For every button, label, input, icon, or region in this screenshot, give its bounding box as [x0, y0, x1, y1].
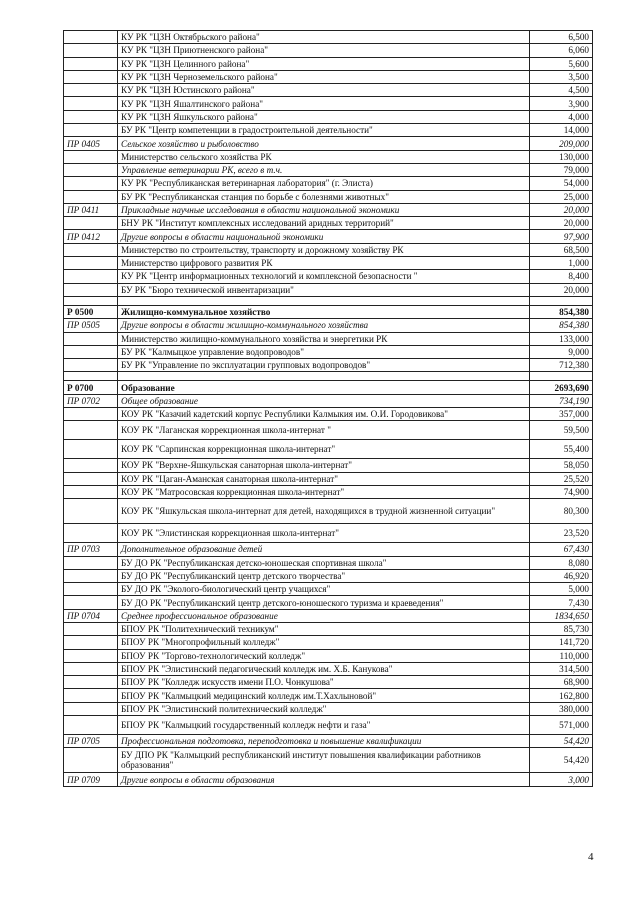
subsection-row: [64, 319, 593, 332]
value-cell: 67,430: [530, 543, 593, 556]
value-cell: 68,900: [530, 676, 593, 689]
value-cell: 1834,650: [530, 609, 593, 622]
value-cell: 8,400: [530, 270, 593, 283]
value-cell: 4,500: [530, 84, 593, 97]
table-row: [64, 243, 593, 256]
code-cell: [64, 150, 118, 163]
value-cell: 854,380: [530, 319, 593, 332]
name-cell: БНУ РК "Институт комплексных исследований аридных территорий": [118, 217, 530, 230]
value-cell: 54,000: [530, 177, 593, 190]
name-cell: КУ РК "ЦЗН Приютненского района": [118, 44, 530, 57]
table-row: [64, 150, 593, 163]
table-row: [64, 44, 593, 57]
subsection-row: [64, 609, 593, 622]
name-cell: КУ РК "ЦЗН Юстинского района": [118, 84, 530, 97]
table-row: [64, 636, 593, 649]
spacer-row: [64, 372, 593, 381]
table-row: [64, 716, 593, 735]
name-cell: Другие вопросы в области жилищно-коммунального хозяйства: [118, 319, 530, 332]
code-cell: [64, 569, 118, 582]
value-cell: 380,000: [530, 702, 593, 715]
value-cell: 5,000: [530, 583, 593, 596]
value-cell: 357,000: [530, 408, 593, 421]
table-row: [64, 662, 593, 675]
table-row: [64, 676, 593, 689]
name-cell: КУ РК "ЦЗН Октябрьского района": [118, 31, 530, 44]
table-row: [64, 57, 593, 70]
value-cell: 734,190: [530, 394, 593, 407]
name-cell: КОУ РК "Сарпинская коррекционная школа-интернат": [118, 440, 530, 459]
value-cell: 7,430: [530, 596, 593, 609]
value-cell: 133,000: [530, 332, 593, 345]
name-cell: БУ ДО РК "Республиканская детско-юношеская спортивная школа": [118, 556, 530, 569]
code-cell: [64, 270, 118, 283]
name-cell: КУ РК "Республиканская ветеринарная лаборатория" (г. Элиста): [118, 177, 530, 190]
section-row: [64, 381, 593, 394]
value-cell: 20,000: [530, 283, 593, 296]
budget-table-body: [64, 31, 593, 787]
code-cell: [64, 124, 118, 137]
code-cell: [64, 702, 118, 715]
code-cell: ПР 0703: [64, 543, 118, 556]
code-cell: [64, 163, 118, 176]
value-cell: 85,730: [530, 622, 593, 635]
value-cell: 571,000: [530, 716, 593, 735]
code-cell: [64, 84, 118, 97]
value-cell: 80,300: [530, 499, 593, 524]
name-cell: БУ ДО РК "Республиканский центр детского творчества": [118, 569, 530, 582]
name-cell: Министерство по строительству, транспорту и дорожному хозяйству РК: [118, 243, 530, 256]
code-cell: [64, 296, 118, 305]
name-cell: Образование: [118, 381, 530, 394]
value-cell: 97,900: [530, 230, 593, 243]
code-cell: [64, 190, 118, 203]
value-cell: 25,520: [530, 472, 593, 485]
table-row: [64, 583, 593, 596]
value-cell: 54,420: [530, 748, 593, 773]
code-cell: [64, 556, 118, 569]
name-cell: Министерство цифрового развития РК: [118, 257, 530, 270]
value-cell: 74,900: [530, 485, 593, 498]
code-cell: [64, 110, 118, 123]
table-row: [64, 257, 593, 270]
name-cell: КОУ РК "Яшкульская школа-интернат для детей, находящихся в трудной жизненной ситуации": [118, 499, 530, 524]
name-cell: БУ РК "Бюро технической инвентаризации": [118, 283, 530, 296]
value-cell: 54,420: [530, 735, 593, 748]
code-cell: ПР 0705: [64, 735, 118, 748]
code-cell: [64, 177, 118, 190]
table-row: [64, 124, 593, 137]
name-cell: Министерство жилищно-коммунального хозяйства и энергетики РК: [118, 332, 530, 345]
table-row: [64, 485, 593, 498]
table-row: [64, 499, 593, 524]
table-row: [64, 110, 593, 123]
code-cell: [64, 31, 118, 44]
code-cell: [64, 283, 118, 296]
name-cell: Другие вопросы в области национальной экономики: [118, 230, 530, 243]
name-cell: [118, 372, 530, 381]
value-cell: [530, 372, 593, 381]
code-cell: [64, 57, 118, 70]
value-cell: 209,000: [530, 137, 593, 150]
value-cell: 6,500: [530, 31, 593, 44]
code-cell: [64, 217, 118, 230]
table-row: [64, 345, 593, 358]
value-cell: 1,000: [530, 257, 593, 270]
name-cell: КОУ РК "Казачий кадетский корпус Республики Калмыкия им. О.И. Городовикова": [118, 408, 530, 421]
value-cell: 79,000: [530, 163, 593, 176]
table-row: [64, 163, 593, 176]
value-cell: 20,000: [530, 217, 593, 230]
code-cell: ПР 0505: [64, 319, 118, 332]
name-cell: БУ РК "Центр компетенции в градостроительной деятельности": [118, 124, 530, 137]
code-cell: [64, 472, 118, 485]
value-cell: 2693,690: [530, 381, 593, 394]
name-cell: КОУ РК "Цаган-Аманская санаторная школа-интернат": [118, 472, 530, 485]
name-cell: Сельское хозяйство и рыболовство: [118, 137, 530, 150]
value-cell: 712,380: [530, 359, 593, 372]
code-cell: ПР 0702: [64, 394, 118, 407]
value-cell: 141,720: [530, 636, 593, 649]
value-cell: 55,400: [530, 440, 593, 459]
subsection-row: [64, 394, 593, 407]
table-row: [64, 359, 593, 372]
name-cell: БУ ДО РК "Эколого-биологический центр учащихся": [118, 583, 530, 596]
value-cell: 9,000: [530, 345, 593, 358]
value-cell: 854,380: [530, 305, 593, 318]
value-cell: 110,000: [530, 649, 593, 662]
code-cell: [64, 332, 118, 345]
code-cell: [64, 716, 118, 735]
table-row: [64, 622, 593, 635]
code-cell: [64, 636, 118, 649]
name-cell: КУ РК "ЦЗН Черноземельского района": [118, 70, 530, 83]
name-cell: КУ РК "ЦЗН Яшалтинского района": [118, 97, 530, 110]
code-cell: Р 0700: [64, 381, 118, 394]
value-cell: 130,000: [530, 150, 593, 163]
table-row: [64, 408, 593, 421]
value-cell: 25,000: [530, 190, 593, 203]
name-cell: БПОУ РК "Колледж искусств имени П.О. Чонкушова": [118, 676, 530, 689]
table-row: [64, 97, 593, 110]
table-row: [64, 702, 593, 715]
code-cell: [64, 748, 118, 773]
code-cell: [64, 440, 118, 459]
code-cell: [64, 44, 118, 57]
name-cell: Управление ветеринарии РК, всего в т.ч.: [118, 163, 530, 176]
name-cell: [118, 296, 530, 305]
name-cell: Среднее профессиональное образование: [118, 609, 530, 622]
name-cell: КУ РК "ЦЗН Яшкульского района": [118, 110, 530, 123]
name-cell: БУ ДО РК "Республиканский центр детского-юношеского туризма и краеведения": [118, 596, 530, 609]
value-cell: 68,500: [530, 243, 593, 256]
code-cell: [64, 345, 118, 358]
subsection-row: [64, 230, 593, 243]
value-cell: 58,050: [530, 459, 593, 472]
table-row: [64, 569, 593, 582]
name-cell: Другие вопросы в области образования: [118, 773, 530, 786]
subsection-row: [64, 773, 593, 786]
code-cell: ПР 0704: [64, 609, 118, 622]
code-cell: [64, 243, 118, 256]
name-cell: КОУ РК "Матросовская коррекционная школа-интернат": [118, 485, 530, 498]
value-cell: 4,000: [530, 110, 593, 123]
code-cell: [64, 649, 118, 662]
subsection-row: [64, 735, 593, 748]
name-cell: КУ РК "ЦЗН Целинного района": [118, 57, 530, 70]
code-cell: [64, 359, 118, 372]
name-cell: КУ РК "Центр информационных технологий и комплексной безопасности ": [118, 270, 530, 283]
value-cell: 14,000: [530, 124, 593, 137]
name-cell: Жилищно-коммунальное хозяйство: [118, 305, 530, 318]
spacer-row: [64, 296, 593, 305]
name-cell: Дополнительное образование детей: [118, 543, 530, 556]
name-cell: БУ РК "Республиканская станция по борьбе с болезнями животных": [118, 190, 530, 203]
value-cell: 20,000: [530, 203, 593, 216]
subsection-row: [64, 543, 593, 556]
name-cell: КОУ РК "Лаганская коррекционная школа-интернат ": [118, 421, 530, 440]
table-row: [64, 270, 593, 283]
code-cell: [64, 257, 118, 270]
code-cell: [64, 485, 118, 498]
name-cell: БПОУ РК "Калмыцкий государственный колледж нефти и газа": [118, 716, 530, 735]
subsection-row: [64, 137, 593, 150]
value-cell: 3,900: [530, 97, 593, 110]
table-row: [64, 84, 593, 97]
table-row: [64, 440, 593, 459]
name-cell: БУ РК "Управление по эксплуатации групповых водопроводов": [118, 359, 530, 372]
table-row: [64, 421, 593, 440]
value-cell: 314,500: [530, 662, 593, 675]
name-cell: БПОУ РК "Калмыцкий медицинский колледж им.Т.Хахлыновой": [118, 689, 530, 702]
code-cell: ПР 0405: [64, 137, 118, 150]
table-row: [64, 524, 593, 543]
name-cell: Общее образование: [118, 394, 530, 407]
name-cell: БПОУ РК "Торгово-технологический колледж": [118, 649, 530, 662]
name-cell: БПОУ РК "Политехнический техникум": [118, 622, 530, 635]
code-cell: [64, 499, 118, 524]
code-cell: ПР 0412: [64, 230, 118, 243]
code-cell: [64, 676, 118, 689]
value-cell: 46,920: [530, 569, 593, 582]
table-row: [64, 217, 593, 230]
table-row: [64, 689, 593, 702]
value-cell: 3,000: [530, 773, 593, 786]
value-cell: 23,520: [530, 524, 593, 543]
name-cell: БПОУ РК "Элистинский педагогический колледж им. Х.Б. Канукова": [118, 662, 530, 675]
code-cell: [64, 524, 118, 543]
value-cell: [530, 296, 593, 305]
table-row: [64, 283, 593, 296]
page-number: 4: [588, 851, 594, 863]
table-row: [64, 177, 593, 190]
name-cell: Прикладные научные исследования в области национальной экономики: [118, 203, 530, 216]
table-row: [64, 748, 593, 773]
code-cell: [64, 372, 118, 381]
name-cell: Министерство сельского хозяйства РК: [118, 150, 530, 163]
value-cell: 59,500: [530, 421, 593, 440]
name-cell: КОУ РК "Элистинская коррекционная школа-интернат": [118, 524, 530, 543]
name-cell: КОУ РК "Верхне-Яшкульская санаторная школа-интернат": [118, 459, 530, 472]
table-row: [64, 649, 593, 662]
code-cell: [64, 662, 118, 675]
budget-table: [63, 30, 593, 787]
code-cell: [64, 421, 118, 440]
value-cell: 5,600: [530, 57, 593, 70]
code-cell: [64, 622, 118, 635]
table-row: [64, 70, 593, 83]
code-cell: [64, 459, 118, 472]
code-cell: [64, 596, 118, 609]
value-cell: 162,800: [530, 689, 593, 702]
table-row: [64, 31, 593, 44]
code-cell: [64, 97, 118, 110]
code-cell: ПР 0411: [64, 203, 118, 216]
value-cell: 6,060: [530, 44, 593, 57]
section-row: [64, 305, 593, 318]
code-cell: Р 0500: [64, 305, 118, 318]
name-cell: БПОУ РК "Элистинский политехнический колледж": [118, 702, 530, 715]
code-cell: [64, 583, 118, 596]
value-cell: 3,500: [530, 70, 593, 83]
code-cell: [64, 70, 118, 83]
table-row: [64, 596, 593, 609]
value-cell: 8,080: [530, 556, 593, 569]
subsection-row: [64, 203, 593, 216]
table-row: [64, 472, 593, 485]
table-row: [64, 556, 593, 569]
table-row: [64, 332, 593, 345]
table-row: [64, 190, 593, 203]
code-cell: [64, 408, 118, 421]
name-cell: БПОУ РК "Многопрофильный колледж": [118, 636, 530, 649]
name-cell: Профессиональная подготовка, переподготовка и повышение квалификации: [118, 735, 530, 748]
code-cell: ПР 0709: [64, 773, 118, 786]
name-cell: БУ ДПО РК "Калмыцкий республиканский институт повышения квалификации работников образования": [118, 748, 530, 773]
name-cell: БУ РК "Калмыцкое управление водопроводов": [118, 345, 530, 358]
code-cell: [64, 689, 118, 702]
table-row: [64, 459, 593, 472]
